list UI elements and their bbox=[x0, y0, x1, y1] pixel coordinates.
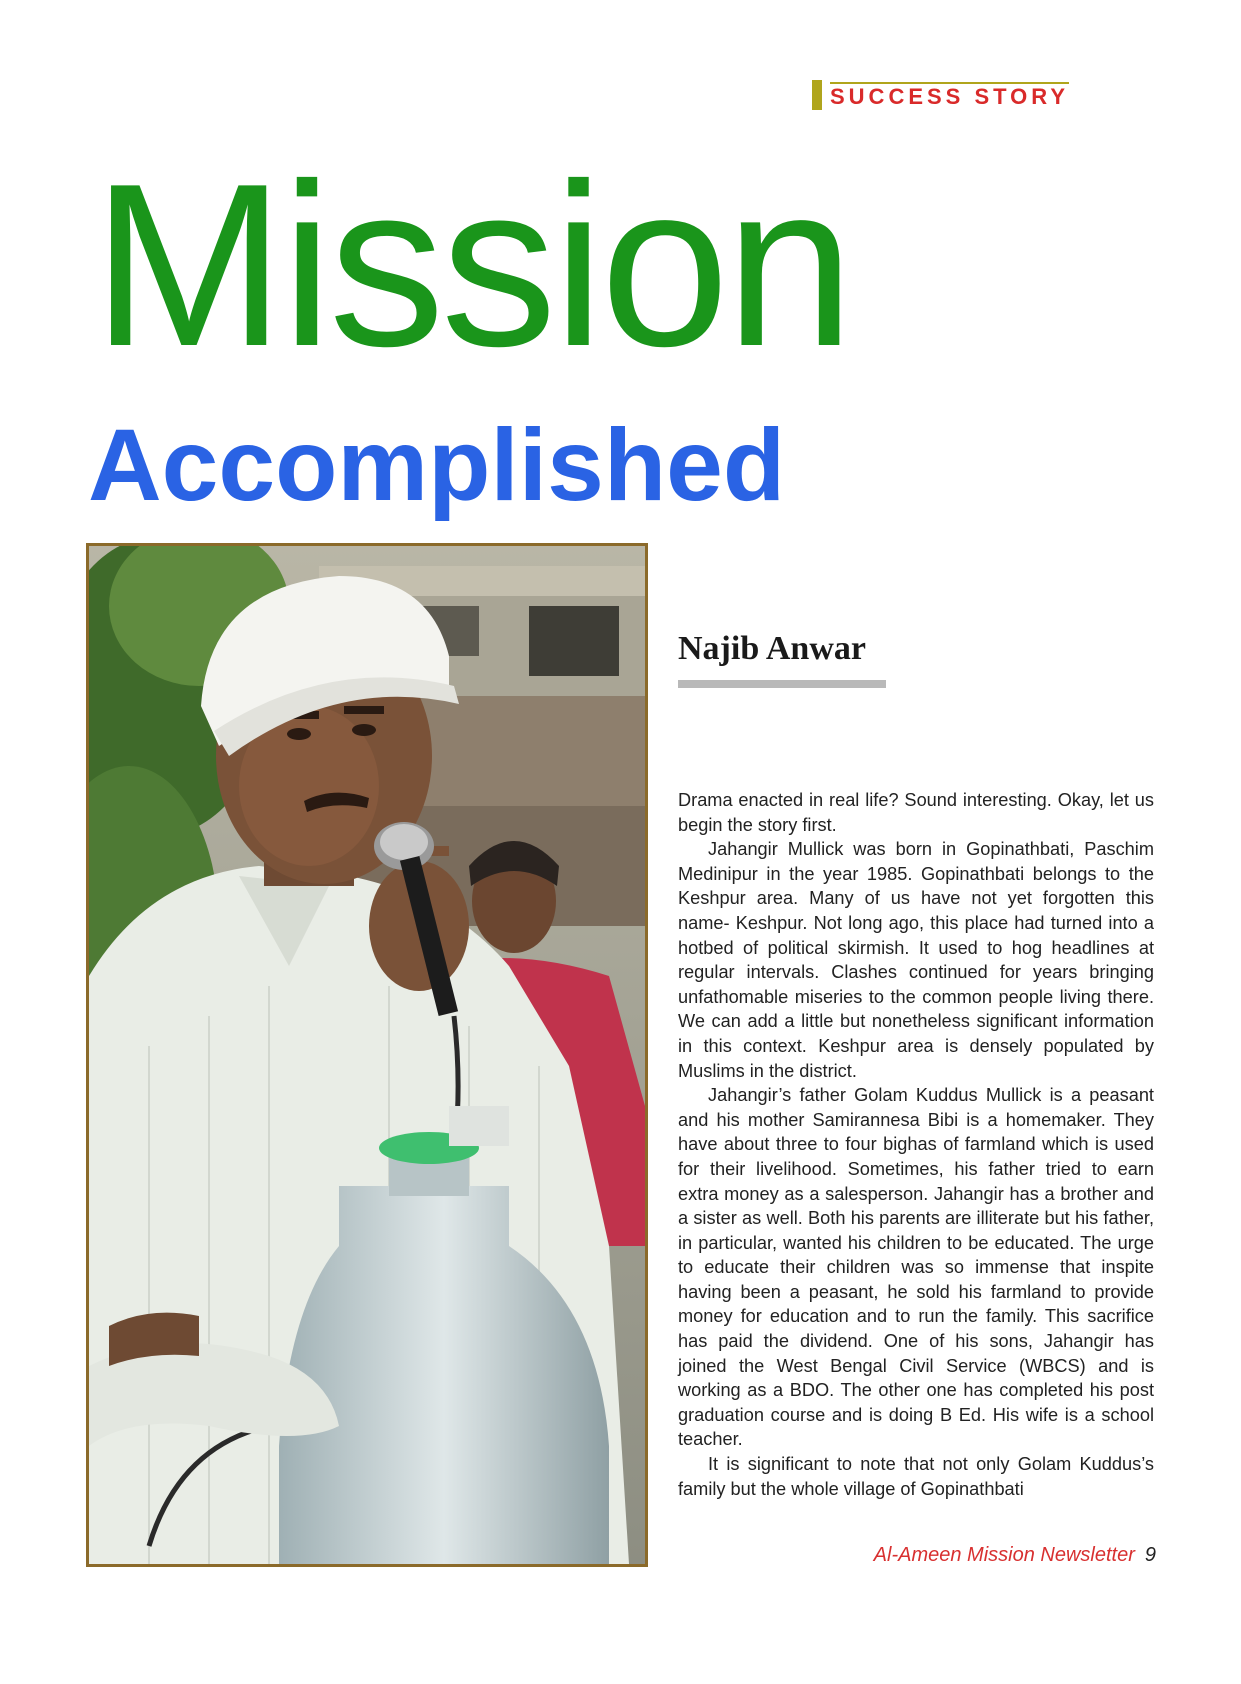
paragraph: It is significant to note that not only Golam Kuddus’s family but the whole village of Gopinathbati bbox=[678, 1454, 1154, 1499]
photo-of-speaker-icon bbox=[89, 546, 645, 1564]
page-footer bbox=[874, 1544, 1156, 1567]
page-number: 9 bbox=[1144, 1544, 1156, 1566]
section-tag-bar bbox=[812, 80, 822, 110]
article-title: Mission bbox=[92, 136, 851, 395]
section-tag-label: SUCCESS STORY bbox=[830, 84, 1070, 109]
paragraph: Drama enacted in real life? Sound interesting. Okay, let us begin the story first. bbox=[678, 790, 1154, 835]
paragraph: Jahangir Mullick was born in Gopinathbati, Paschim Medinipur in the year 1985. Gopinathbati belongs to the Keshpur area. Many of us have not yet forgotten this name- Keshpur. Not long ago, this place had turned into a hotbed of political skirmish. It used to hog headlines at regular intervals. Clashes continued for years bringing unfathomable miseries to the common people living there. We can add a little but nonetheless significant information in this context. Keshpur area is densely populated by Muslims in the district. bbox=[678, 839, 1154, 1081]
author-name: Najib Anwar bbox=[678, 630, 866, 667]
paragraph: Jahangir’s father Golam Kuddus Mullick is a peasant and his mother Samirannesa Bibi is a homemaker. They have about three to four bighas of farmland which is used for their livelihood. Sometimes, his father tried to earn extra money as a salesperson. Jahangir has a brother and a sister as well. Both his parents are illiterate but his father, in particular, wanted his children to be educated. The urge to educate their children was so immense that inspite having been a peasant, he sold his farmland to provide money for education and to run the family. This sacrifice has paid the dividend. One of his sons, Jahangir has joined the West Bengal Civil Service (WBCS) and is working as a BDO. The other one has completed his post graduation course and is doing B Ed. His wife is a school teacher. bbox=[678, 1085, 1154, 1450]
article-photo bbox=[86, 543, 648, 1567]
author-underline bbox=[678, 680, 886, 688]
article-subtitle: Accomplished bbox=[88, 408, 786, 522]
article-body bbox=[678, 788, 1154, 1501]
section-tag bbox=[812, 80, 1069, 110]
publication-name: Al-Ameen Mission Newsletter bbox=[873, 1544, 1135, 1566]
